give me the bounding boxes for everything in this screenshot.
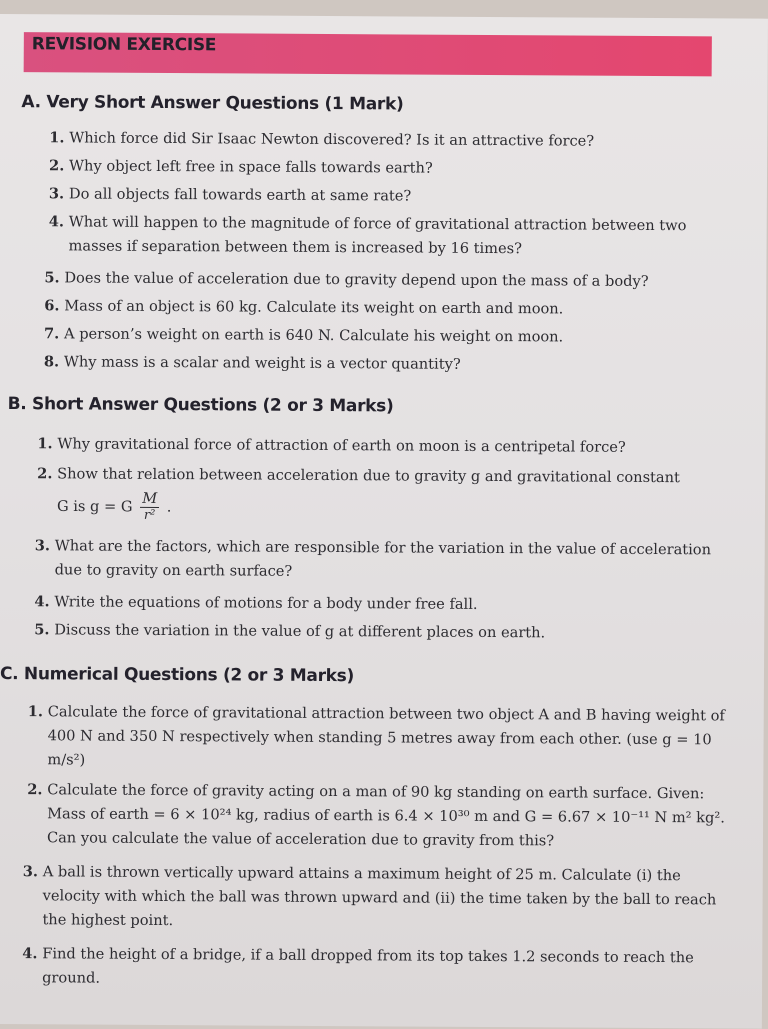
question-number: 5.	[44, 269, 60, 287]
page-heading: REVISION EXERCISE	[31, 34, 217, 56]
fraction-denominator: r²	[143, 507, 156, 523]
question-text: Find the height of a bridge, if a ball dropped from its top takes 1.2 seconds to reach the ground.	[42, 945, 694, 987]
question-a3	[49, 182, 709, 210]
question-number: 4.	[48, 213, 65, 231]
question-number: 2.	[49, 157, 65, 175]
question-number: 4.	[34, 593, 50, 611]
question-text: Write the equations of motions for a body under free fall.	[54, 593, 478, 613]
question-number: 1.	[27, 703, 44, 721]
question-a2	[49, 154, 709, 182]
question-text: Discuss the variation in the value of g at different places on earth.	[54, 621, 546, 642]
question-number: 6.	[44, 297, 60, 315]
formula-line	[57, 490, 727, 527]
question-a4	[49, 210, 717, 262]
question-text: Why mass is a scalar and weight is a vector quantity?	[63, 353, 461, 373]
question-text: Why gravitational force of attraction of earth on moon is a centripetal force?	[57, 435, 626, 456]
question-number: 3.	[22, 863, 39, 881]
question-c3	[22, 860, 726, 936]
question-number: 3.	[34, 537, 51, 555]
question-number: 4.	[22, 945, 38, 963]
question-b4	[34, 590, 714, 618]
question-text: Does the value of acceleration due to gravity depend upon the mass of a body?	[64, 269, 649, 290]
question-text: What are the factors, which are responsible for the variation in the value of acceleration due to gravity on earth surface?	[54, 537, 712, 580]
question-b2	[37, 462, 727, 527]
question-c2	[27, 778, 727, 854]
question-number: 8.	[43, 353, 60, 371]
question-a5	[44, 266, 704, 294]
question-a1	[49, 126, 709, 154]
question-a7	[44, 322, 704, 350]
fraction-numerator: M	[140, 491, 159, 508]
question-b5	[34, 618, 714, 646]
section-a-title: A. Very Short Answer Questions (1 Mark)	[21, 92, 404, 115]
question-text: A person’s weight on earth is 640 N. Calculate his weight on moon.	[63, 325, 564, 346]
question-a8	[44, 350, 704, 378]
question-text: Calculate the force of gravity acting on a man of 90 kg standing on earth surface. Given: Mass of earth = 6 × 10²⁴ kg, radius of earth is 6.4 × 10³⁰ m and G = 6.67 × 10⁻¹¹ N m² kg². Can you calculate the value of acceleration due to gravity from this?	[46, 781, 725, 850]
question-number: 7.	[43, 325, 60, 343]
question-number: 5.	[34, 621, 50, 639]
formula-lead: G is g = G	[56, 497, 133, 516]
formula-fraction	[140, 491, 159, 524]
question-c1	[27, 700, 727, 776]
question-text: What will happen to the magnitude of force of gravitational attraction between two masses if separation between them is increased by 16 times?	[68, 213, 687, 258]
section-b-title: B. Short Answer Questions (2 or 3 Marks)	[7, 394, 394, 417]
formula-end: .	[166, 498, 172, 516]
question-c4	[22, 942, 726, 994]
question-number: 1.	[49, 129, 65, 147]
question-b1	[37, 432, 717, 460]
question-text: A ball is thrown vertically upward attains a maximum height of 25 m. Calculate (i) the velocity with which the ball was thrown upward and (ii) the time taken by the ball to reach the highest point.	[42, 863, 717, 930]
question-text: Which force did Sir Isaac Newton discovered? Is it an attractive force?	[69, 129, 595, 150]
question-text: Mass of an object is 60 kg. Calculate its weight on earth and moon.	[64, 297, 564, 318]
question-text: Show that relation between acceleration due to gravity g and gravitational constant	[57, 465, 680, 487]
question-number: 2.	[27, 781, 43, 799]
question-text: Calculate the force of gravitational attraction between two object A and B having weight of 400 N and 350 N respectively when standing 5 metres away from each other. (use g = 10 m/s²)	[47, 703, 725, 769]
question-b3	[35, 534, 725, 586]
question-number: 3.	[48, 185, 65, 203]
question-text: Do all objects fall towards earth at same rate?	[68, 185, 412, 205]
textbook-page	[0, 14, 768, 1029]
question-number: 1.	[37, 435, 53, 453]
question-number: 2.	[37, 465, 53, 483]
question-a6	[44, 294, 704, 322]
section-c-title: C. Numerical Questions (2 or 3 Marks)	[0, 664, 355, 687]
question-text: Why object left free in space falls towards earth?	[69, 157, 433, 177]
